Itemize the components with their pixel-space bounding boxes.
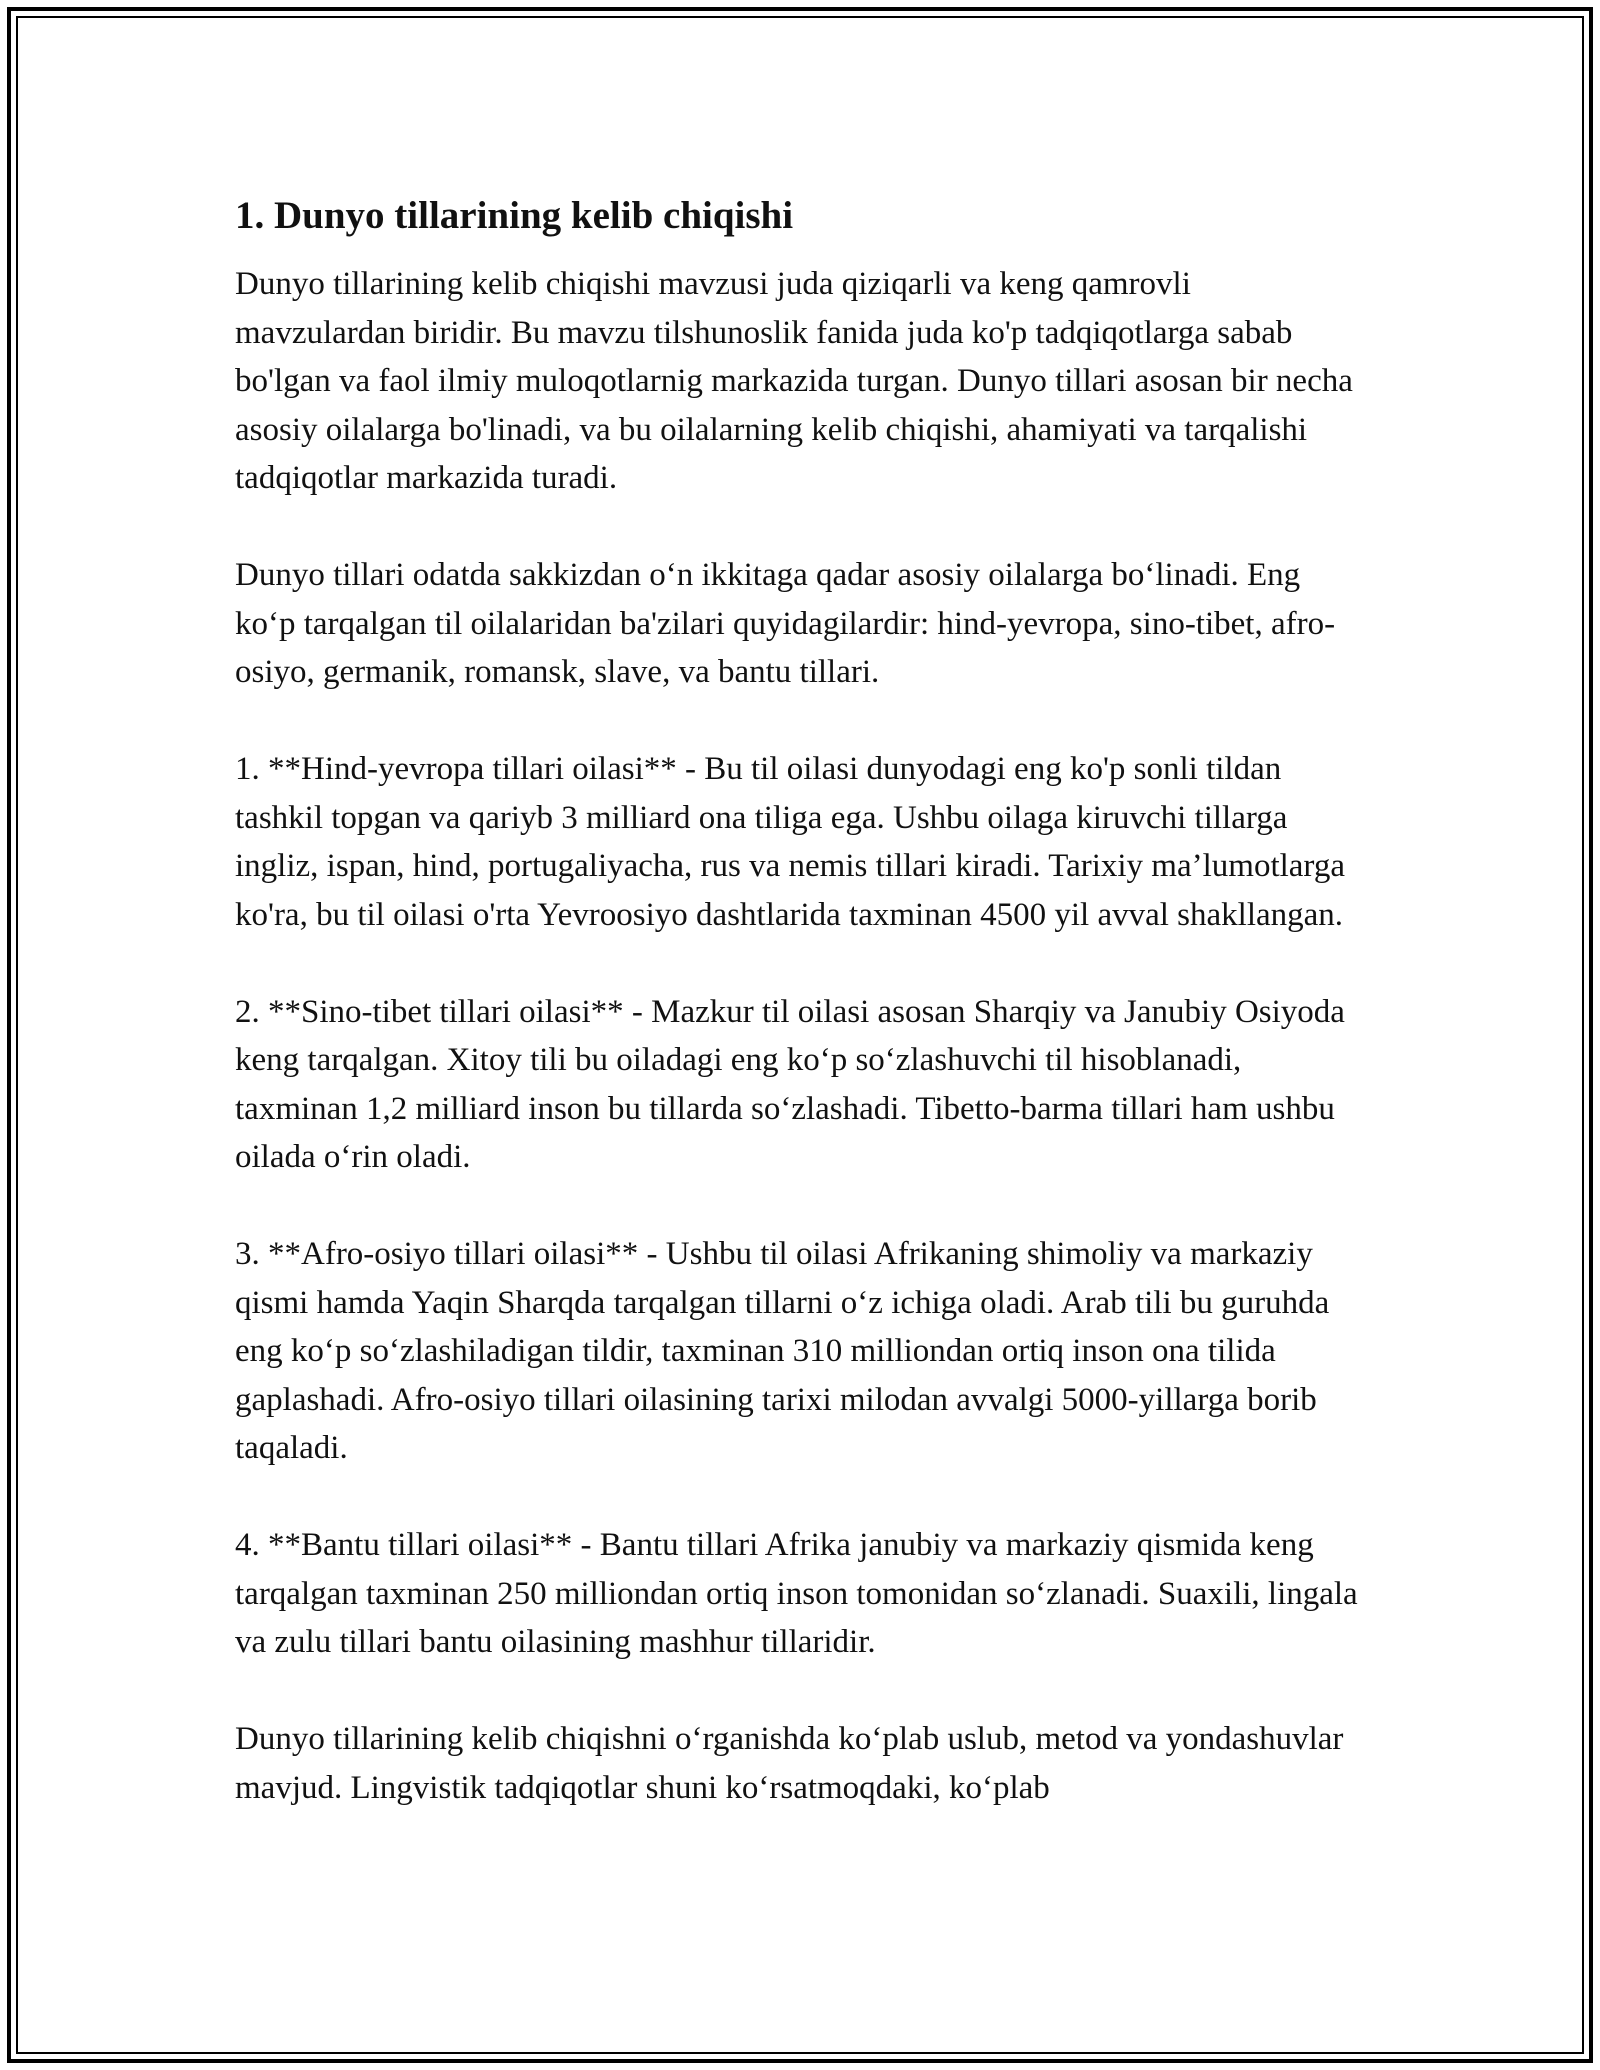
paragraph-bantu: 4. **Bantu tillari oilasi** - Bantu tillari Afrika janubiy va markaziy qismida keng tarqalgan taxminan 250 milliondan ortiq inson tomonidan so‘zlanadi. Suaxili, lingala va zulu tillari bantu oilasining mashhur tillaridir.: [235, 1527, 1358, 1660]
paragraph-afro-asiatic: 3. **Afro-osiyo tillari oilasi** - Ushbu til oilasi Afrikaning shimoliy va markaziy qismi hamda Yaqin Sharqda tarqalgan tillarni o‘z ichiga oladi. Arab tili bu guruhda eng ko‘p so‘zlashiladigan tildir, taxminan 310 milliondan ortiq inson ona tilida gaplashadi. Afro-osiyo tillari oilasining tarixi milodan avvalgi 5000-yillarga borib taqaladi.: [235, 1236, 1330, 1466]
paragraph-methods: Dunyo tillarining kelib chiqishni o‘rganishda ko‘plab uslub, metod va yondashuvlar mavjud. Lingvistik tadqiqotlar shuni ko‘rsatmoqdaki, ko‘plab: [235, 1721, 1344, 1806]
paragraph-families-overview: Dunyo tillari odatda sakkizdan o‘n ikkitaga qadar asosiy oilalarga bo‘linadi. Eng ko‘p tarqalgan til oilalaridan ba'zilari quyidagilardir: hind-yevropa, sino-tibet, afro-osiyo, germanik, romansk, slave, va bantu tillari.: [235, 557, 1336, 690]
paragraph-intro: Dunyo tillarining kelib chiqishi mavzusi juda qiziqarli va keng qamrovli mavzulardan biridir. Bu mavzu tilshunoslik fanida juda ko'p tadqiqotlarga sabab bo'lgan va faol ilmiy muloqotlarnig markazida turgan. Dunyo tillari asosan bir necha asosiy oilalarga bo'linadi, va bu oilalarning kelib chiqishi, ahamiyati va tarqalishi tadqiqotlar markazida turadi.: [235, 266, 1353, 496]
paragraph-indo-european: 1. **Hind-yevropa tillari oilasi** - Bu til oilasi dunyodagi eng ko'p sonli tildan tashkil topgan va qariyb 3 milliard ona tiliga ega. Ushbu oilaga kiruvchi tillarga ingliz, ispan, hind, portugaliyacha, rus va nemis tillari kiradi. Tarixiy ma’lumotlarga ko'ra, bu til oilasi o'rta Yevroosiyo dashtlarida taxminan 4500 yil avval shakllangan.: [235, 751, 1345, 933]
section-heading: 1. Dunyo tillarining kelib chiqishi: [235, 194, 794, 237]
document-body: [235, 190, 1365, 1861]
paragraph-sino-tibetan: 2. **Sino-tibet tillari oilasi** - Mazkur til oilasi asosan Sharqiy va Janubiy Osiyoda keng tarqalgan. Xitoy tili bu oiladagi eng ko‘p so‘zlashuvchi til hisoblanadi, taxminan 1,2 milliard inson bu tillarda so‘zlashadi. Tibetto-barma tillari ham ushbu oilada o‘rin oladi.: [235, 993, 1345, 1175]
